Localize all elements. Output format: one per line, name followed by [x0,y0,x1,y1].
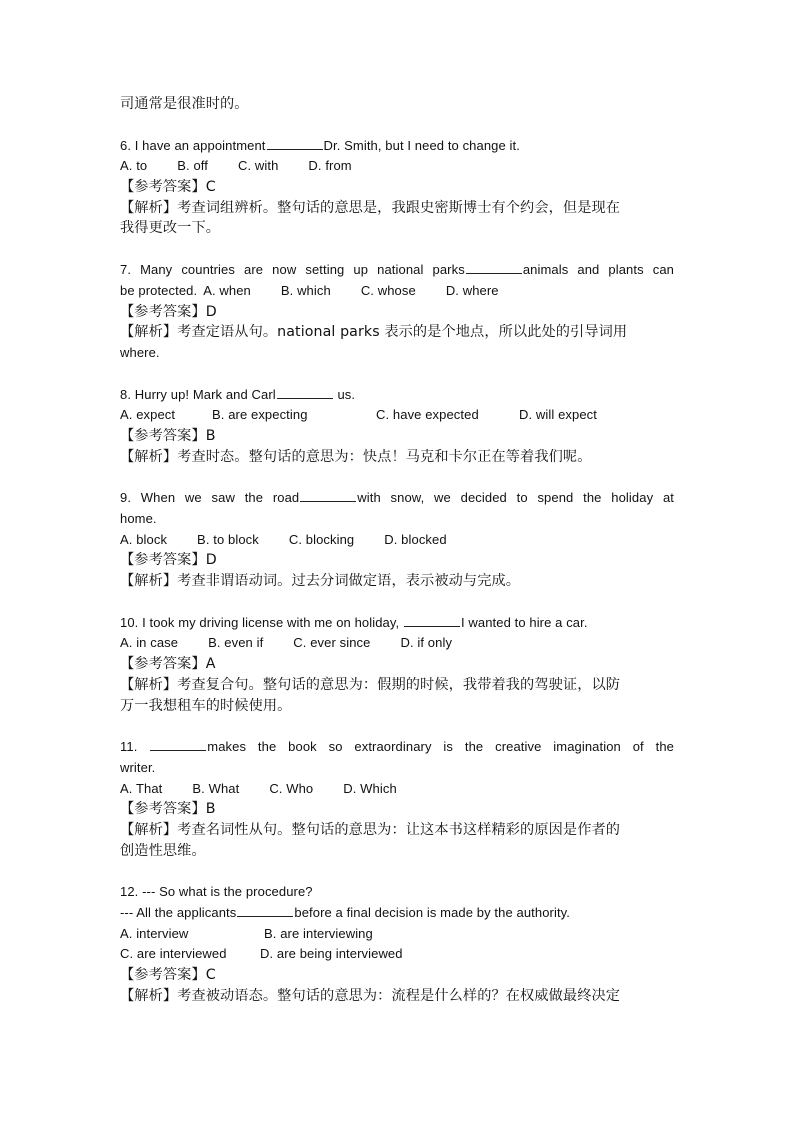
intro-tail: 司通常是很准时的。 [120,96,249,112]
analysis: where. [120,344,160,360]
option: A. block [120,531,168,547]
question-12-options-row-2 [120,944,674,965]
question-9 [120,488,674,591]
question-6 [120,136,674,239]
question-11 [120,737,674,861]
question-12 [120,882,674,1006]
analysis: 【解析】考查时态。整句话的意思为：快点！马克和卡尔正在等着我们呢。 [120,448,592,465]
question-12-prompt: 12. --- So what is the procedure? [120,884,313,900]
question-7-options [120,281,674,302]
option: B. What [192,780,240,796]
question-12-stem [120,903,674,924]
question-8-stem [120,385,674,406]
option: C. are interviewed [120,946,227,962]
option: A. when [203,282,251,298]
question-6-options [120,156,674,177]
stem-text: before a final decision is made by the authority. [294,905,571,920]
question-6-stem [120,136,674,157]
question-7 [120,260,674,363]
reference-answer: 【参考答案】A [120,656,216,673]
answer-blank [267,148,323,150]
option: A. in case [120,635,179,651]
question-11-stem [120,737,674,758]
reference-answer: 【参考答案】C [120,967,216,984]
analysis: 创造性思维。 [120,842,206,859]
answer-blank [150,749,206,751]
option: B. are expecting [212,407,308,423]
question-10 [120,613,674,716]
analysis: 【解析】考查词组辨析。整句话的意思是，我跟史密斯博士有个约会，但是现在 [120,199,621,216]
option: C. blocking [288,531,355,547]
stem-text: 8. Hurry up! Mark and Carl [120,386,276,402]
option: A. That [120,780,163,796]
option: B. even if [208,635,264,651]
question-8 [120,385,674,468]
option: B. off [177,158,208,174]
stem-text: 10. I took my driving license with me on holiday, [120,614,403,630]
analysis: 【解析】考查复合句。整句话的意思为：假期的时候，我带着我的驾驶证，以防 [120,676,621,693]
reference-answer: 【参考答案】C [120,179,216,196]
stem-text: with snow, we decided to spend the holiday at [357,490,674,506]
answer-blank [300,500,356,502]
option: A. interview [120,925,189,941]
option: D. blocked [384,531,447,547]
stem-text: 9. When we saw the road [120,490,300,506]
option: D. are being interviewed [260,946,403,962]
question-10-stem [120,613,674,634]
option: D. Which [343,780,397,796]
stem-text: be protected. [120,282,198,298]
question-8-options [120,405,674,426]
question-7-stem [120,260,674,281]
reference-answer: 【参考答案】B [120,801,216,818]
stem-text: 6. I have an appointment [120,137,266,153]
analysis: 【解析】考查被动语态。整句话的意思为：流程是什么样的？在权威做最终决定 [120,987,621,1004]
option: C. have expected [376,407,479,423]
answer-blank [277,397,333,399]
stem-text: us. [333,386,356,402]
option: D. will expect [519,407,597,423]
option: C. Who [269,780,314,796]
option: B. which [280,282,331,298]
reference-answer: 【参考答案】D [120,552,217,569]
question-9-options [120,530,674,551]
document-body [120,94,674,1006]
option: D. from [308,158,352,174]
analysis: 【解析】考查非谓语动词。过去分词做定语，表示被动与完成。 [120,573,521,590]
answer-blank [466,272,522,274]
stem-text: 11. [120,739,150,755]
stem-text: makes the book so extraordinary is the creative imagination of the [207,739,674,755]
reference-answer: 【参考答案】B [120,427,216,444]
analysis: 【解析】考查名词性从句。整句话的意思为：让这本书这样精彩的原因是作者的 [120,821,621,838]
stem-text: 7. Many countries are now setting up national parks [120,262,465,278]
option: C. whose [360,282,416,298]
option: A. expect [120,407,176,423]
answer-blank [404,625,460,627]
analysis: 万一我想租车的时候使用。 [120,697,292,714]
stem-text: --- All the applicants [120,905,237,920]
option: D. where [445,282,499,298]
question-12-options-row-1 [120,924,674,945]
option: C. with [237,158,279,174]
stem-text: writer. [120,759,156,775]
option: B. to block [197,531,259,547]
question-11-options [120,779,674,800]
option: B. are interviewing [264,925,373,941]
stem-text: animals and plants can [522,262,674,278]
analysis: 我得更改一下。 [120,220,221,237]
reference-answer: 【参考答案】D [120,303,217,320]
question-9-stem [120,488,674,509]
option: D. if only [400,635,453,651]
stem-text: Dr. Smith, but I need to change it. [323,137,520,153]
stem-text: home. [120,511,157,526]
option: A. to [120,158,148,174]
stem-text: I wanted to hire a car. [460,614,588,630]
answer-blank [237,915,293,917]
question-10-options [120,633,674,654]
analysis: 【解析】考查定语从句。national parks 表示的是个地点，所以此处的引导词用 [120,324,628,341]
option: C. ever since [293,635,371,651]
